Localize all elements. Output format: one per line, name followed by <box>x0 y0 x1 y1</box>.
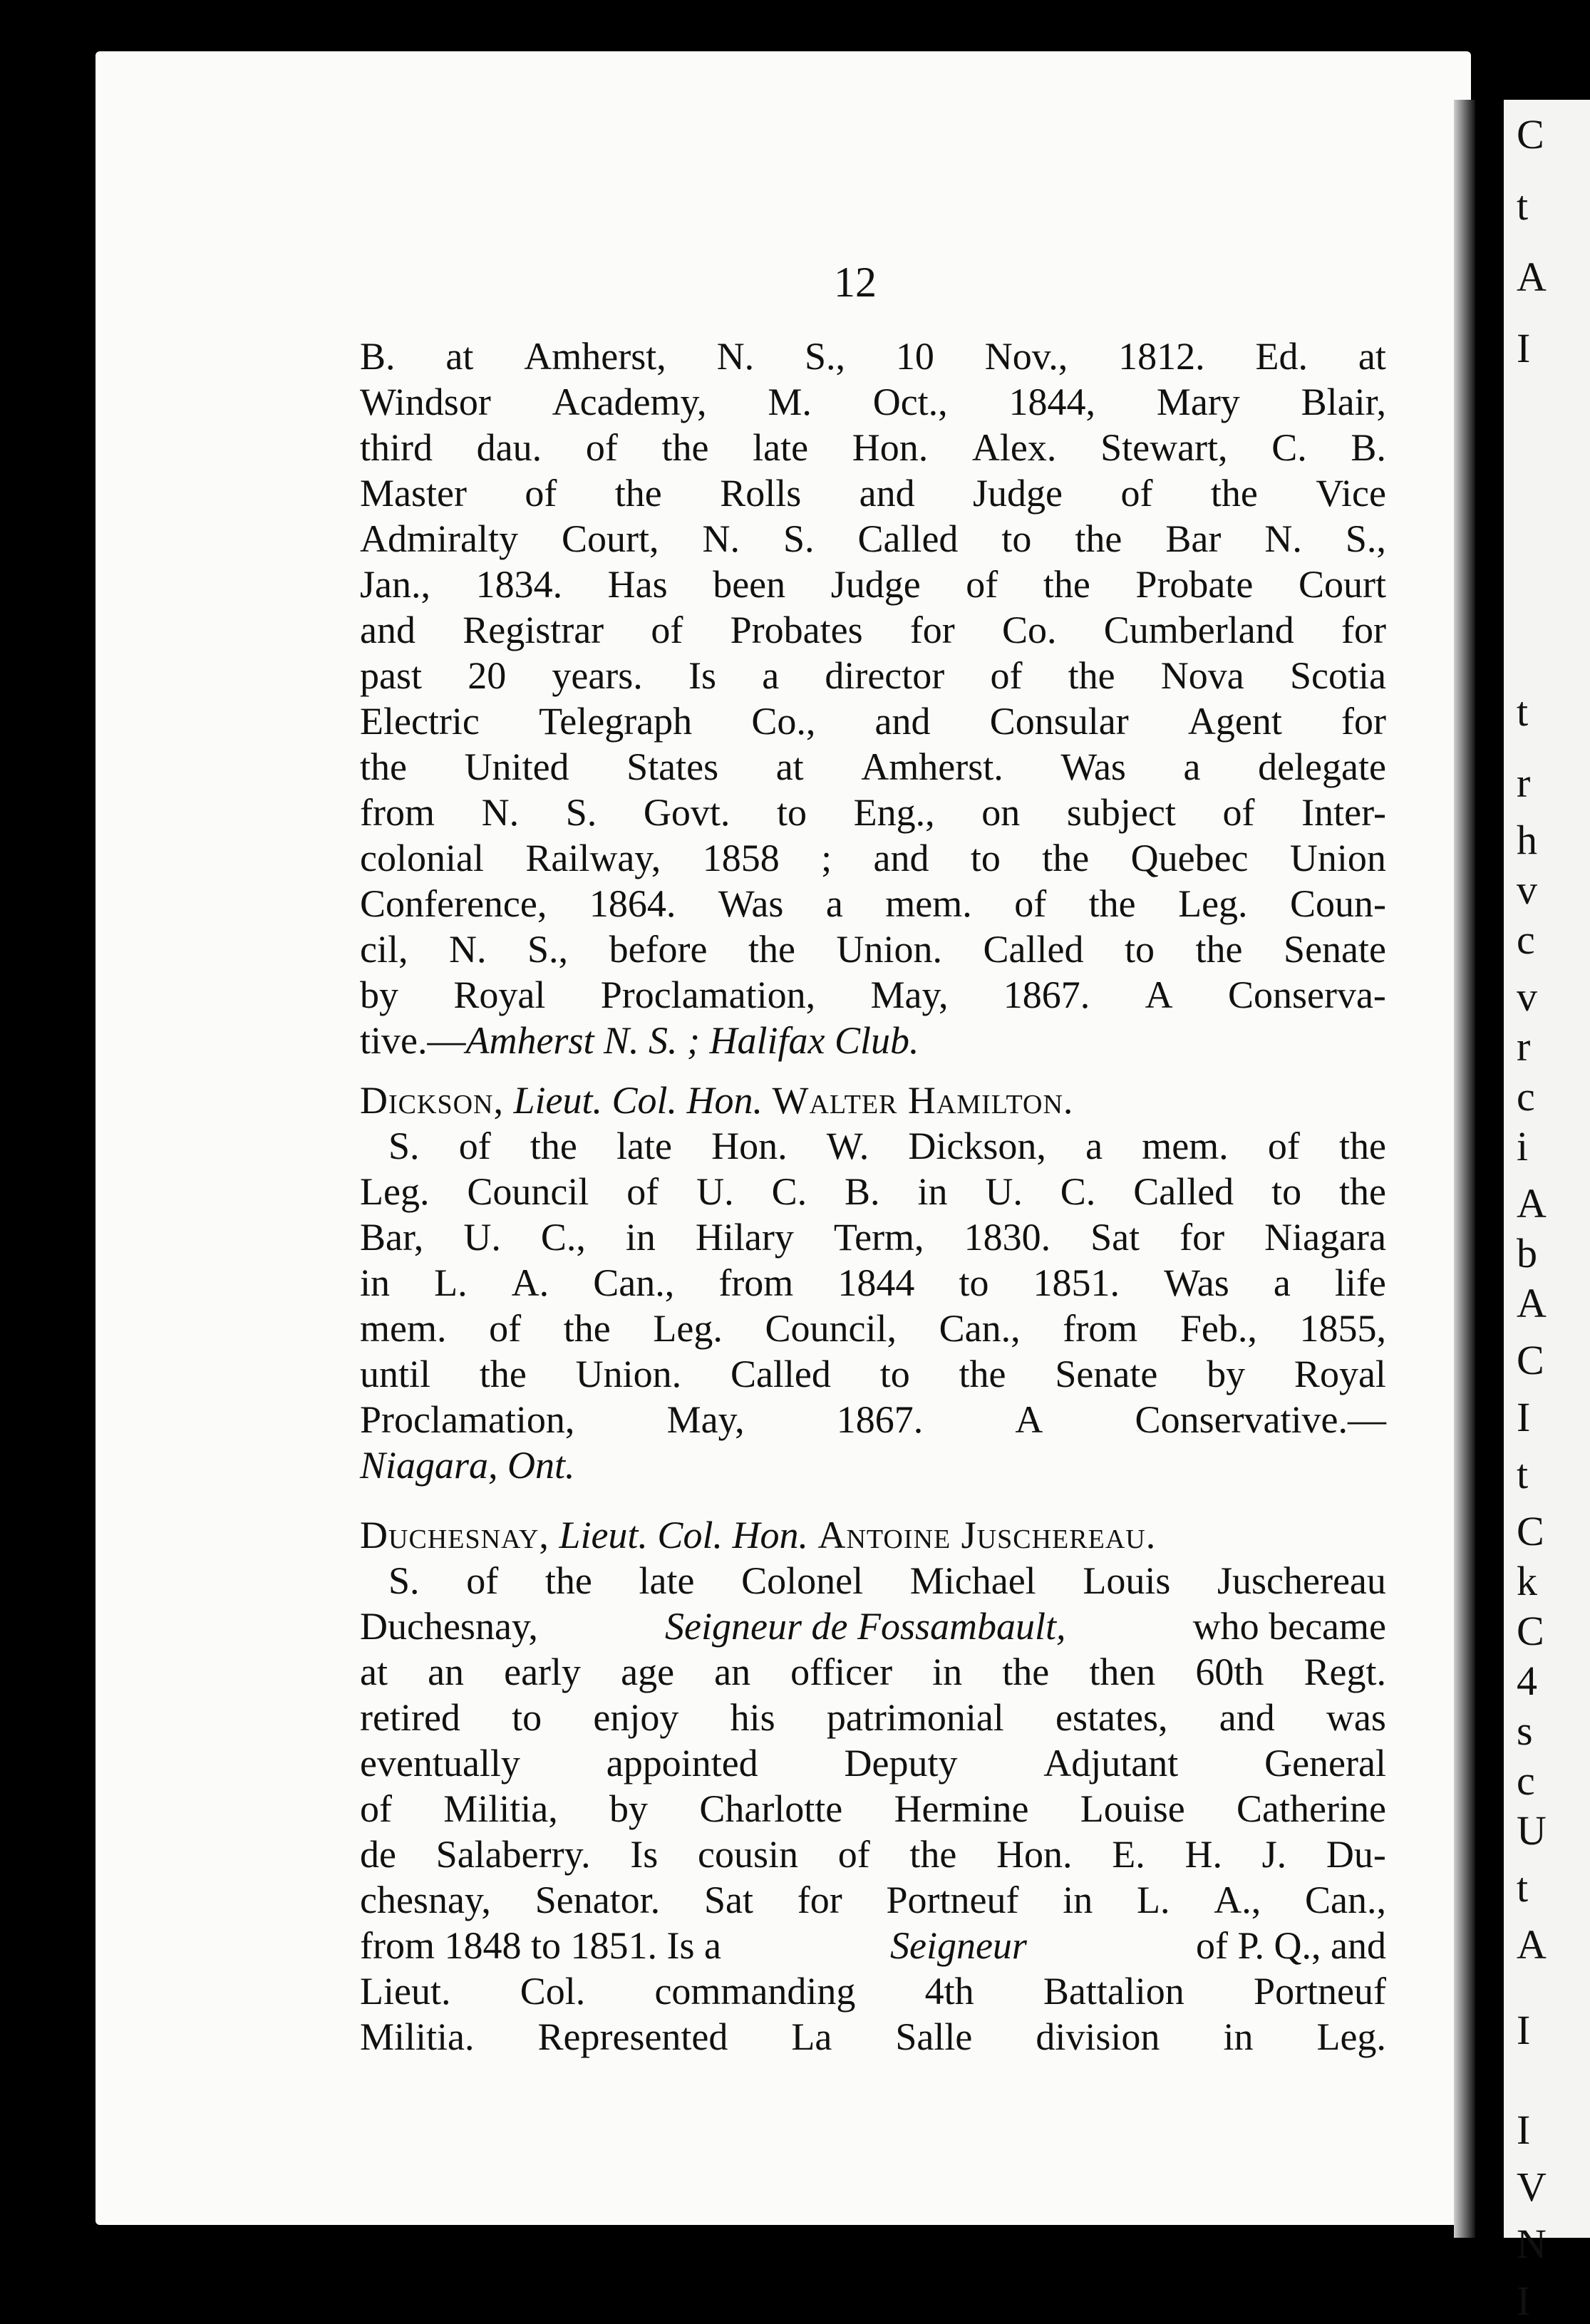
next-page-letter: r <box>1517 760 1531 806</box>
text-line <box>360 1923 1386 1968</box>
next-page-letter: t <box>1517 688 1529 735</box>
text-line: S. of the late Colonel Michael Louis Juschereau <box>388 1559 1386 1602</box>
next-page-letter: s <box>1517 1708 1533 1754</box>
next-page-letter: v <box>1517 867 1537 913</box>
next-page-letter: c <box>1517 916 1535 963</box>
text-line: in L. A. Can., from 1844 to 1851. Was a life <box>360 1261 1386 1304</box>
next-page-letter: C <box>1517 1337 1544 1383</box>
next-page-letter: i <box>1517 1123 1529 1169</box>
next-page-letter: t <box>1517 1451 1529 1497</box>
text-line: S. of the late Hon. W. Dickson, a mem. of the <box>388 1125 1386 1167</box>
text-line: mem. of the Leg. Council, Can., from Feb., 1855, <box>360 1307 1386 1350</box>
next-page-letter: 4 <box>1517 1658 1537 1704</box>
text-line: Bar, U. C., in Hilary Term, 1830. Sat for Niagara <box>360 1216 1386 1259</box>
next-page-letter: A <box>1517 254 1547 300</box>
address-italic: Amherst N. S. ; Halifax Club. <box>465 1019 919 1062</box>
next-page-letter: C <box>1517 1508 1544 1554</box>
text-line <box>360 1603 1386 1649</box>
next-page-letter: C <box>1517 1608 1544 1654</box>
text-line: from N. S. Govt. to Eng., on subject of Inter- <box>360 791 1386 834</box>
text-line: of Militia, by Charlotte Hermine Louise Catherine <box>360 1787 1386 1830</box>
surname: Dickson, <box>360 1079 504 1122</box>
text-line: until the Union. Called to the Senate by Royal <box>360 1353 1386 1395</box>
text-run-italic: Seigneur <box>889 1924 1027 1967</box>
next-page-fragment <box>1504 100 1590 2324</box>
text-run: from 1848 to 1851. Is a <box>360 1924 721 1967</box>
next-page-letter: I <box>1517 1394 1531 1440</box>
entry-continued <box>360 334 1386 1018</box>
text-line: past 20 years. Is a director of the Nova Scotia <box>360 654 1386 697</box>
next-page-letter: c <box>1517 1073 1535 1120</box>
text-line: Leg. Council of U. C. B. in U. C. Called to the <box>360 1170 1386 1213</box>
next-page-letter: t <box>1517 1864 1529 1911</box>
next-page-letter: C <box>1517 111 1544 157</box>
text-line: chesnay, Senator. Sat for Portneuf in L. A., Can., <box>360 1879 1386 1921</box>
entry-duchesnay-end <box>360 1968 1386 2060</box>
surname: Duchesnay, <box>360 1514 549 1556</box>
page-number: 12 <box>834 259 877 306</box>
text-line: Conference, 1864. Was a mem. of the Leg. Coun- <box>360 882 1386 925</box>
next-page-letter: h <box>1517 817 1537 863</box>
text-line: the United States at Amherst. Was a delegate <box>360 745 1386 788</box>
text-line: Proclamation, May, 1867. A Conservative.— <box>360 1398 1386 1441</box>
next-page-letter: U <box>1517 1807 1547 1854</box>
next-page-letter: b <box>1517 1230 1537 1276</box>
text-line: Militia. Represented La Salle division in Leg. <box>360 2015 1386 2058</box>
next-page-letter: I <box>1517 2007 1531 2053</box>
text-line: third dau. of the late Hon. Alex. Stewart, C. B. <box>360 426 1386 469</box>
address-italic: Niagara, Ont. <box>360 1444 575 1487</box>
entry-heading-dickson <box>360 1078 1386 1123</box>
text-line: by Royal Proclamation, May, 1867. A Conserva- <box>360 974 1386 1016</box>
text-run: who became <box>1192 1605 1386 1648</box>
text-run: tive.— <box>360 1019 466 1062</box>
text-line: at an early age an officer in the then 60th Regt. <box>360 1651 1386 1693</box>
given-names: Walter Hamilton. <box>772 1079 1074 1122</box>
next-page-letter: I <box>1517 325 1531 371</box>
text-line: de Salaberry. Is cousin of the Hon. E. H. J. Du- <box>360 1833 1386 1876</box>
next-page-letter: I <box>1517 2278 1531 2324</box>
entry-dickson-body <box>360 1123 1386 1442</box>
text-block <box>360 334 1386 2060</box>
next-page-letter: N <box>1517 2221 1547 2267</box>
next-page-letter: A <box>1517 1921 1547 1968</box>
text-run: of P. Q., and <box>1195 1924 1386 1967</box>
next-page-letter: r <box>1517 1023 1531 1070</box>
text-line: Lieut. Col. commanding 4th Battalion Portneuf <box>360 1970 1386 2013</box>
text-line: eventually appointed Deputy Adjutant General <box>360 1742 1386 1785</box>
text-line: and Registrar of Probates for Co. Cumberland for <box>360 609 1386 651</box>
text-line <box>360 1442 1386 1488</box>
text-line: Admiralty Court, N. S. Called to the Bar N. S., <box>360 517 1386 560</box>
next-page-letter: t <box>1517 182 1529 229</box>
next-page-letter: A <box>1517 1180 1547 1226</box>
text-line <box>360 1018 1386 1063</box>
text-line: Master of the Rolls and Judge of the Vice <box>360 472 1386 515</box>
text-line: retired to enjoy his patrimonial estates, and was <box>360 1696 1386 1739</box>
next-page-letter: I <box>1517 2107 1531 2153</box>
text-line: colonial Railway, 1858 ; and to the Quebec Union <box>360 837 1386 879</box>
next-page-letter: A <box>1517 1280 1547 1326</box>
next-page-letter: v <box>1517 974 1537 1020</box>
text-line: Windsor Academy, M. Oct., 1844, Mary Blair, <box>360 381 1386 423</box>
page-edge-shadow <box>1454 100 1475 2238</box>
text-line: Jan., 1834. Has been Judge of the Probate Court <box>360 563 1386 606</box>
text-run-italic: Seigneur de Fossambault, <box>665 1605 1066 1648</box>
text-run: Duchesnay, <box>360 1605 538 1648</box>
given-names: Antoine Juschereau. <box>817 1514 1157 1556</box>
entry-heading-duchesnay <box>360 1512 1386 1558</box>
next-page-letter: V <box>1517 2164 1547 2210</box>
next-page-letter: k <box>1517 1558 1537 1604</box>
text-line: B. at Amherst, N. S., 10 Nov., 1812. Ed. at <box>360 335 1386 378</box>
next-page-letter: c <box>1517 1757 1535 1804</box>
text-line: cil, N. S., before the Union. Called to the Senate <box>360 928 1386 971</box>
entry-duchesnay-body <box>360 1649 1386 1923</box>
rank-title: Lieut. Col. Hon. <box>559 1514 808 1556</box>
rank-title: Lieut. Col. Hon. <box>513 1079 763 1122</box>
text-line: Electric Telegraph Co., and Consular Agent for <box>360 700 1386 743</box>
